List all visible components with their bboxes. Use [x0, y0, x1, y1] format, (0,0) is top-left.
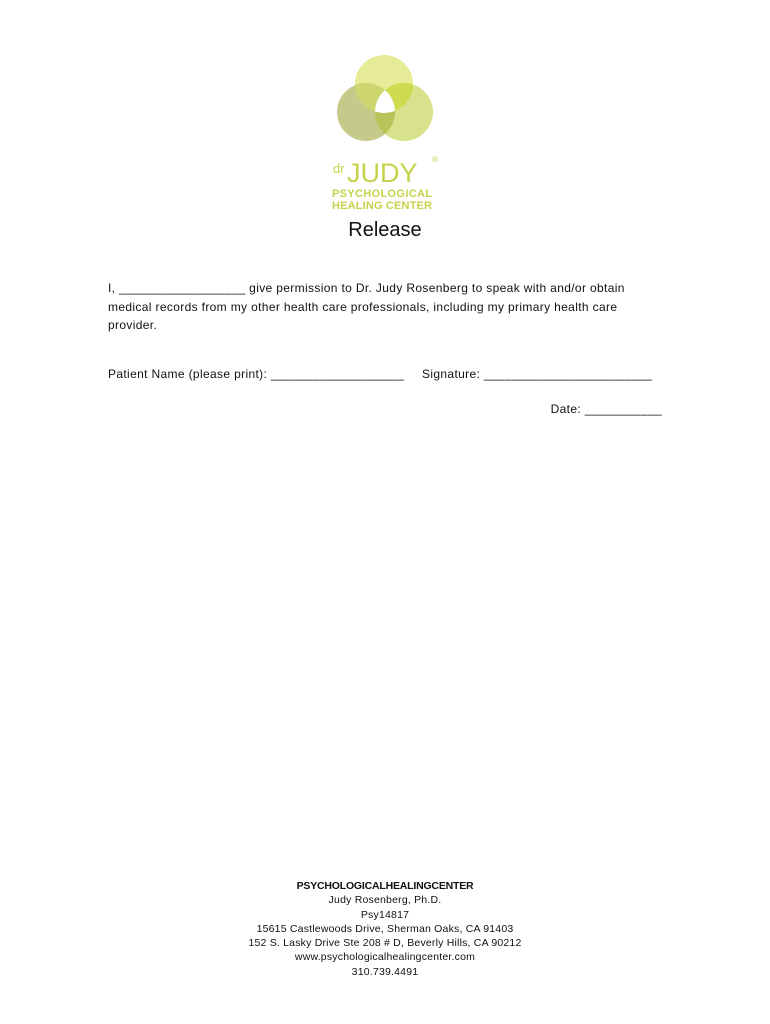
signature-field[interactable]: Signature: ________________________ — [422, 367, 653, 381]
footer-address-1: 15615 Castlewoods Drive, Sherman Oaks, CA 91403 — [256, 922, 514, 935]
logo-dr-text: dr — [333, 161, 345, 176]
logo-line1-text: PSYCHOLOGICAL — [332, 188, 432, 200]
date-field[interactable]: Date: ___________ — [550, 402, 662, 416]
logo-registered-mark: ® — [432, 155, 438, 164]
footer-contact-block — [0, 879, 770, 979]
footer-doctor-name: Judy Rosenberg, Ph.D. — [328, 894, 442, 907]
permission-paragraph: I, __________________ give permission to Dr. Judy Rosenberg to speak with and/or obtain medical records from my other health care professionals, including my primary health care provider. — [108, 281, 625, 332]
document-title: Release — [348, 219, 422, 241]
logo-line2-text: HEALING CENTER — [332, 200, 432, 212]
logo-name-text: JUDY — [347, 158, 418, 188]
footer-license: Psy14817 — [360, 908, 410, 921]
footer-website[interactable]: www.psychologicalhealingcenter.com — [294, 951, 476, 964]
footer-address-2: 152 S. Lasky Drive Ste 208 # D, Beverly Hills, CA 90212 — [248, 937, 522, 950]
dr-judy-logo — [330, 52, 442, 214]
patient-name-field[interactable]: Patient Name (please print): ___________________ — [108, 367, 405, 381]
footer-phone[interactable]: 310.739.4491 — [351, 965, 419, 978]
footer-org-name: PSYCHOLOGICALHEALINGCENTER — [296, 880, 474, 892]
